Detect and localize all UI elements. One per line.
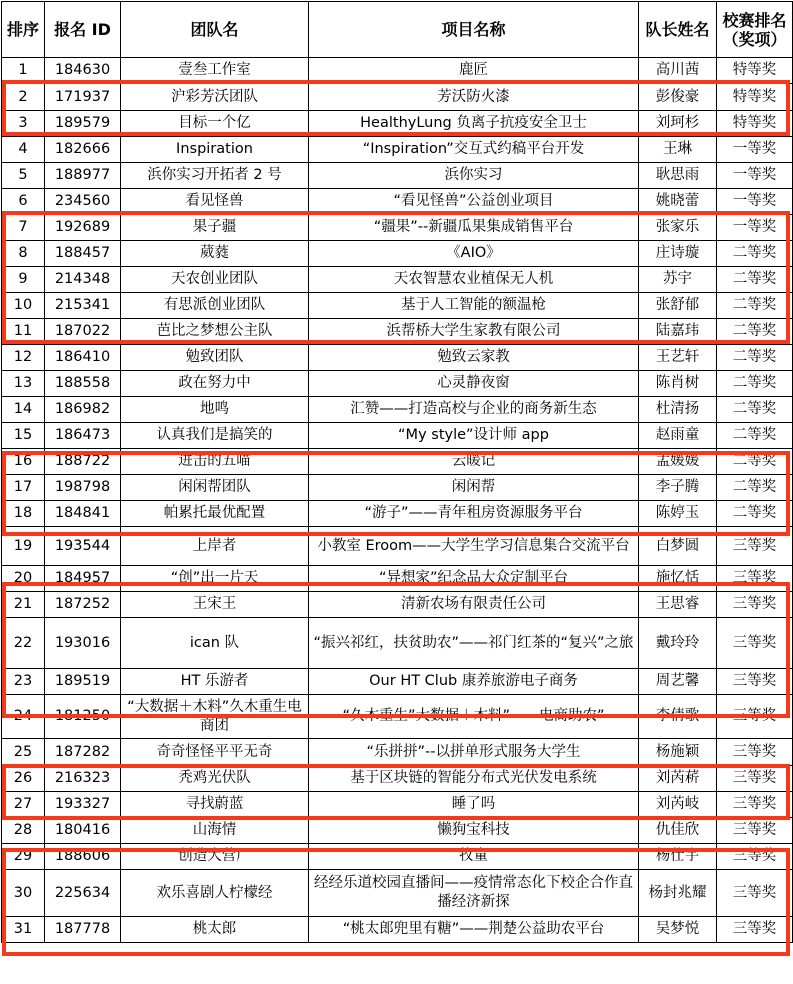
cell-award: 三等奖 bbox=[717, 695, 793, 739]
cell-award: 三等奖 bbox=[717, 917, 793, 943]
table-row bbox=[2, 241, 793, 267]
table-row bbox=[2, 792, 793, 818]
cell-award: 一等奖 bbox=[717, 163, 793, 189]
cell-award: 三等奖 bbox=[717, 527, 793, 566]
cell-team: 勉致团队 bbox=[121, 345, 309, 371]
cell-team: 政在努力中 bbox=[121, 371, 309, 397]
cell-captain: 彭俊豪 bbox=[639, 84, 717, 111]
cell-captain: 张家乐 bbox=[639, 215, 717, 241]
cell-team: 芭比之梦想公主队 bbox=[121, 319, 309, 345]
cell-rank: 22 bbox=[2, 618, 45, 669]
cell-award: 二等奖 bbox=[717, 397, 793, 423]
cell-rank: 17 bbox=[2, 475, 45, 501]
cell-captain: 孟媛媛 bbox=[639, 449, 717, 475]
cell-rank: 11 bbox=[2, 319, 45, 345]
cell-team: 葳蕤 bbox=[121, 241, 309, 267]
cell-project: “疆果”--新疆瓜果集成销售平台 bbox=[309, 215, 639, 241]
cell-id: 188977 bbox=[45, 163, 121, 189]
cell-id: 187282 bbox=[45, 739, 121, 766]
cell-captain: 陈肖树 bbox=[639, 371, 717, 397]
cell-id: 193327 bbox=[45, 792, 121, 818]
cell-id: 216323 bbox=[45, 766, 121, 792]
cell-project: 汇赞——打造高校与企业的商务新生态 bbox=[309, 397, 639, 423]
table-row bbox=[2, 527, 793, 566]
cell-team: 寻找蔚蓝 bbox=[121, 792, 309, 818]
cell-project: “乐拼拼”--以拼单形式服务大学生 bbox=[309, 739, 639, 766]
table-row bbox=[2, 189, 793, 215]
cell-project: 基于区块链的智能分布式光伏发电系统 bbox=[309, 766, 639, 792]
cell-captain: 王琳 bbox=[639, 137, 717, 163]
cell-id: 184630 bbox=[45, 58, 121, 84]
cell-id: 189579 bbox=[45, 111, 121, 137]
cell-captain: 张舒郁 bbox=[639, 293, 717, 319]
cell-captain: 施忆恬 bbox=[639, 566, 717, 592]
header-row bbox=[2, 2, 793, 58]
table-row bbox=[2, 695, 793, 739]
cell-award: 二等奖 bbox=[717, 319, 793, 345]
cell-project: 芳沃防火漆 bbox=[309, 84, 639, 111]
cell-captain: 李倩歌 bbox=[639, 695, 717, 739]
cell-award: 二等奖 bbox=[717, 293, 793, 319]
results-table bbox=[1, 1, 793, 943]
table-row bbox=[2, 618, 793, 669]
cell-team: Inspiration bbox=[121, 137, 309, 163]
cell-project: 牧童 bbox=[309, 844, 639, 870]
table-row bbox=[2, 215, 793, 241]
cell-project: “Inspiration”交互式约稿平台开发 bbox=[309, 137, 639, 163]
cell-id: 189519 bbox=[45, 669, 121, 695]
cell-project: “异想家”纪念品大众定制平台 bbox=[309, 566, 639, 592]
cell-id: 187022 bbox=[45, 319, 121, 345]
cell-rank: 24 bbox=[2, 695, 45, 739]
cell-rank: 8 bbox=[2, 241, 45, 267]
cell-project: “游子”——青年租房资源服务平台 bbox=[309, 501, 639, 527]
cell-rank: 4 bbox=[2, 137, 45, 163]
cell-project: “久木重生”大数据＋木料”——电商助农” bbox=[309, 695, 639, 739]
cell-team: 欢乐喜剧人柠檬经 bbox=[121, 870, 309, 917]
cell-rank: 19 bbox=[2, 527, 45, 566]
cell-award: 二等奖 bbox=[717, 241, 793, 267]
table-row bbox=[2, 163, 793, 189]
header-rank: 排序 bbox=[2, 2, 45, 58]
cell-award: 特等奖 bbox=[717, 111, 793, 137]
cell-team: 王宋王 bbox=[121, 592, 309, 618]
table-row bbox=[2, 818, 793, 844]
table-row bbox=[2, 293, 793, 319]
cell-rank: 7 bbox=[2, 215, 45, 241]
cell-captain: 仇佳欣 bbox=[639, 818, 717, 844]
cell-team: 上岸者 bbox=[121, 527, 309, 566]
table-row bbox=[2, 423, 793, 449]
table-row bbox=[2, 917, 793, 943]
cell-rank: 30 bbox=[2, 870, 45, 917]
cell-id: 181250 bbox=[45, 695, 121, 739]
table-row bbox=[2, 870, 793, 917]
cell-rank: 23 bbox=[2, 669, 45, 695]
cell-id: 184841 bbox=[45, 501, 121, 527]
cell-rank: 15 bbox=[2, 423, 45, 449]
cell-team: HT 乐游者 bbox=[121, 669, 309, 695]
cell-team: 浜你实习开拓者 2 号 bbox=[121, 163, 309, 189]
cell-rank: 14 bbox=[2, 397, 45, 423]
table-row bbox=[2, 449, 793, 475]
cell-captain: 周艺馨 bbox=[639, 669, 717, 695]
cell-id: 186410 bbox=[45, 345, 121, 371]
cell-rank: 6 bbox=[2, 189, 45, 215]
table-row bbox=[2, 111, 793, 137]
cell-id: 215341 bbox=[45, 293, 121, 319]
cell-captain: 杨仕宇 bbox=[639, 844, 717, 870]
cell-award: 二等奖 bbox=[717, 267, 793, 293]
cell-id: 188606 bbox=[45, 844, 121, 870]
table-row bbox=[2, 739, 793, 766]
cell-team: 地鸣 bbox=[121, 397, 309, 423]
cell-award: 二等奖 bbox=[717, 501, 793, 527]
cell-project: 鹿匠 bbox=[309, 58, 639, 84]
cell-award: 三等奖 bbox=[717, 566, 793, 592]
table-row bbox=[2, 766, 793, 792]
cell-team: 有思派创业团队 bbox=[121, 293, 309, 319]
cell-id: 187778 bbox=[45, 917, 121, 943]
header-team: 团队名 bbox=[121, 2, 309, 58]
cell-rank: 18 bbox=[2, 501, 45, 527]
cell-rank: 20 bbox=[2, 566, 45, 592]
cell-captain: 耿思雨 bbox=[639, 163, 717, 189]
cell-award: 三等奖 bbox=[717, 870, 793, 917]
cell-award: 三等奖 bbox=[717, 792, 793, 818]
cell-project: 清新农场有限责任公司 bbox=[309, 592, 639, 618]
table-row bbox=[2, 669, 793, 695]
cell-rank: 31 bbox=[2, 917, 45, 943]
cell-captain: 王艺轩 bbox=[639, 345, 717, 371]
cell-rank: 13 bbox=[2, 371, 45, 397]
cell-captain: 姚晓蕾 bbox=[639, 189, 717, 215]
table-row bbox=[2, 371, 793, 397]
cell-rank: 28 bbox=[2, 818, 45, 844]
cell-award: 三等奖 bbox=[717, 618, 793, 669]
cell-project: 经经乐道校园直播间——疫情常态化下校企合作直播经济新探 bbox=[309, 870, 639, 917]
cell-captain: 庄诗璇 bbox=[639, 241, 717, 267]
table-row bbox=[2, 319, 793, 345]
cell-project: 浜你实习 bbox=[309, 163, 639, 189]
cell-id: 186982 bbox=[45, 397, 121, 423]
cell-id: 214348 bbox=[45, 267, 121, 293]
cell-team: 山海情 bbox=[121, 818, 309, 844]
cell-team: 果子疆 bbox=[121, 215, 309, 241]
cell-team: 桃太郎 bbox=[121, 917, 309, 943]
table-row bbox=[2, 844, 793, 870]
cell-project: 天农智慧农业植保无人机 bbox=[309, 267, 639, 293]
cell-id: 198798 bbox=[45, 475, 121, 501]
cell-id: 192689 bbox=[45, 215, 121, 241]
cell-award: 三等奖 bbox=[717, 844, 793, 870]
table-body bbox=[2, 58, 793, 943]
cell-id: 186473 bbox=[45, 423, 121, 449]
header-project: 项目名称 bbox=[309, 2, 639, 58]
cell-team: 认真我们是搞笑的 bbox=[121, 423, 309, 449]
cell-award: 二等奖 bbox=[717, 475, 793, 501]
cell-award: 特等奖 bbox=[717, 58, 793, 84]
cell-award: 二等奖 bbox=[717, 345, 793, 371]
cell-captain: 赵雨童 bbox=[639, 423, 717, 449]
cell-team: 壹叁工作室 bbox=[121, 58, 309, 84]
cell-project: 勉致云家教 bbox=[309, 345, 639, 371]
cell-captain: 白梦圆 bbox=[639, 527, 717, 566]
table-row bbox=[2, 475, 793, 501]
table-row bbox=[2, 58, 793, 84]
cell-rank: 21 bbox=[2, 592, 45, 618]
cell-rank: 9 bbox=[2, 267, 45, 293]
cell-captain: 杨封兆耀 bbox=[639, 870, 717, 917]
cell-id: 188457 bbox=[45, 241, 121, 267]
cell-project: 《AIO》 bbox=[309, 241, 639, 267]
table-row bbox=[2, 137, 793, 163]
cell-id: 188722 bbox=[45, 449, 121, 475]
table-row bbox=[2, 397, 793, 423]
cell-team: 秃鸡光伏队 bbox=[121, 766, 309, 792]
cell-team: 创造大营厂 bbox=[121, 844, 309, 870]
cell-rank: 16 bbox=[2, 449, 45, 475]
cell-captain: 王思睿 bbox=[639, 592, 717, 618]
cell-id: 187252 bbox=[45, 592, 121, 618]
cell-team: 进击的五喵 bbox=[121, 449, 309, 475]
cell-project: Our HT Club 康养旅游电子商务 bbox=[309, 669, 639, 695]
cell-rank: 29 bbox=[2, 844, 45, 870]
cell-captain: 陆嘉玮 bbox=[639, 319, 717, 345]
cell-award: 二等奖 bbox=[717, 371, 793, 397]
cell-captain: 戴玲玲 bbox=[639, 618, 717, 669]
cell-captain: 杨施颖 bbox=[639, 739, 717, 766]
cell-project: “振兴祁红，扶贫助农”——祁门红茶的“复兴”之旅 bbox=[309, 618, 639, 669]
cell-rank: 5 bbox=[2, 163, 45, 189]
cell-project: 云暖记 bbox=[309, 449, 639, 475]
cell-award: 特等奖 bbox=[717, 84, 793, 111]
cell-project: 闲闲帮 bbox=[309, 475, 639, 501]
cell-rank: 25 bbox=[2, 739, 45, 766]
cell-project: 睡了吗 bbox=[309, 792, 639, 818]
cell-award: 二等奖 bbox=[717, 449, 793, 475]
table-row bbox=[2, 501, 793, 527]
cell-award: 三等奖 bbox=[717, 739, 793, 766]
table-row bbox=[2, 267, 793, 293]
cell-rank: 10 bbox=[2, 293, 45, 319]
cell-captain: 刘珂杉 bbox=[639, 111, 717, 137]
cell-id: 171937 bbox=[45, 84, 121, 111]
cell-id: 193016 bbox=[45, 618, 121, 669]
cell-team: 看见怪兽 bbox=[121, 189, 309, 215]
cell-team: 奇奇怪怪平平无奇 bbox=[121, 739, 309, 766]
cell-rank: 27 bbox=[2, 792, 45, 818]
cell-team: 目标一个亿 bbox=[121, 111, 309, 137]
cell-captain: 李子腾 bbox=[639, 475, 717, 501]
cell-award: 三等奖 bbox=[717, 592, 793, 618]
cell-award: 一等奖 bbox=[717, 137, 793, 163]
cell-project: 心灵静夜窗 bbox=[309, 371, 639, 397]
table-row bbox=[2, 84, 793, 111]
cell-team: 天农创业团队 bbox=[121, 267, 309, 293]
cell-rank: 3 bbox=[2, 111, 45, 137]
cell-team: 闲闲帮团队 bbox=[121, 475, 309, 501]
cell-rank: 12 bbox=[2, 345, 45, 371]
cell-id: 193544 bbox=[45, 527, 121, 566]
cell-captain: 吴梦悦 bbox=[639, 917, 717, 943]
cell-id: 188558 bbox=[45, 371, 121, 397]
cell-captain: 高川茜 bbox=[639, 58, 717, 84]
cell-id: 234560 bbox=[45, 189, 121, 215]
cell-project: 小教室 Eroom——大学生学习信息集合交流平台 bbox=[309, 527, 639, 566]
cell-project: HealthyLung 负离子抗疫安全卫士 bbox=[309, 111, 639, 137]
cell-captain: 刘芮菥 bbox=[639, 766, 717, 792]
header-award: 校赛排名（奖项） bbox=[717, 2, 793, 58]
cell-id: 182666 bbox=[45, 137, 121, 163]
table-row bbox=[2, 592, 793, 618]
cell-team: ican 队 bbox=[121, 618, 309, 669]
header-reg-id: 报名 ID bbox=[45, 2, 121, 58]
cell-id: 184957 bbox=[45, 566, 121, 592]
table-row bbox=[2, 566, 793, 592]
cell-captain: 苏宇 bbox=[639, 267, 717, 293]
cell-project: “看见怪兽”公益创业项目 bbox=[309, 189, 639, 215]
cell-captain: 陈婷玉 bbox=[639, 501, 717, 527]
header-captain: 队长姓名 bbox=[639, 2, 717, 58]
cell-award: 三等奖 bbox=[717, 669, 793, 695]
cell-award: 三等奖 bbox=[717, 766, 793, 792]
cell-rank: 26 bbox=[2, 766, 45, 792]
cell-rank: 1 bbox=[2, 58, 45, 84]
cell-project: 浜帮桥大学生家教有限公司 bbox=[309, 319, 639, 345]
cell-project: “桃太郎兜里有糖”——荆楚公益助农平台 bbox=[309, 917, 639, 943]
cell-team: 沪彩芳沃团队 bbox=[121, 84, 309, 111]
cell-team: “创”出一片天 bbox=[121, 566, 309, 592]
cell-team: 帕累托最优配置 bbox=[121, 501, 309, 527]
cell-project: 懒狗宝科技 bbox=[309, 818, 639, 844]
table-row bbox=[2, 345, 793, 371]
cell-award: 二等奖 bbox=[717, 423, 793, 449]
cell-award: 一等奖 bbox=[717, 189, 793, 215]
cell-id: 225634 bbox=[45, 870, 121, 917]
cell-team: “大数据＋木料”久木重生电商团 bbox=[121, 695, 309, 739]
cell-rank: 2 bbox=[2, 84, 45, 111]
cell-captain: 刘芮岐 bbox=[639, 792, 717, 818]
cell-id: 180416 bbox=[45, 818, 121, 844]
cell-award: 一等奖 bbox=[717, 215, 793, 241]
cell-project: 基于人工智能的额温枪 bbox=[309, 293, 639, 319]
cell-captain: 杜清扬 bbox=[639, 397, 717, 423]
cell-award: 三等奖 bbox=[717, 818, 793, 844]
cell-project: “My style”设计师 app bbox=[309, 423, 639, 449]
